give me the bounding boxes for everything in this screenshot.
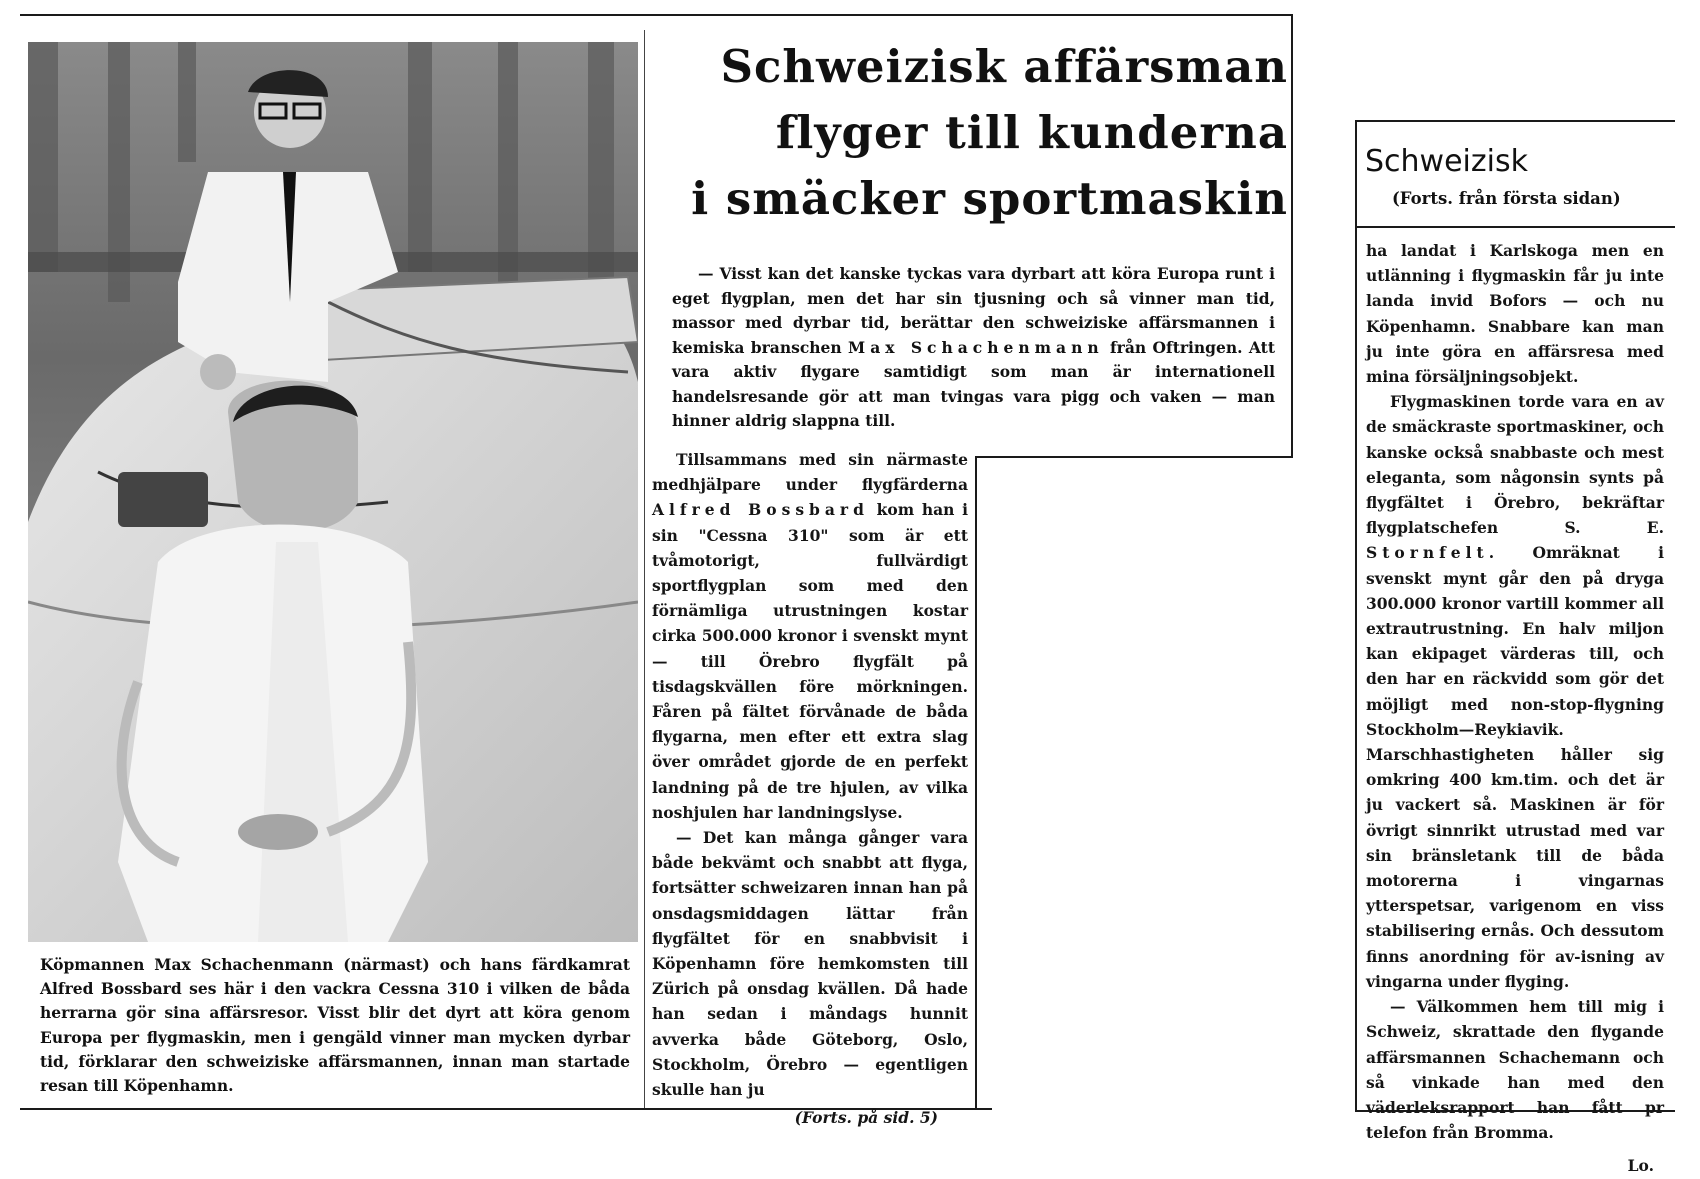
sidebar-head-rule [1355,226,1675,228]
continuation-heading: Schweizisk [1365,144,1528,179]
body-column [652,447,968,1130]
continuation-paragraph-3: — Välkommen hem till mig i Schweiz, skrattade den flygande affärsmannen Schachemann och så vinkade han med den väderleksrapport han fått pr telefon från Bromma. [1366,997,1664,1143]
sidebar-top-rule [1355,120,1675,122]
headline-line-1: Schweizisk affärsman [720,40,1288,93]
body-p1-text: Tillsammans med sin närmaste medhjälpare under flygfärderna [652,450,968,495]
top-rule [20,14,1292,16]
headline-right-rule [1291,14,1293,458]
headline [648,34,1288,232]
lead-paragraph [672,262,1275,434]
photo-two-men-with-aircraft [28,42,638,942]
continuation-column [1366,238,1664,1179]
caption-divider-rule [644,30,645,1108]
continuation-subheading: (Forts. från första sidan) [1392,189,1621,208]
continued-reference: (Forts. på sid. 5) [794,1108,938,1128]
continuation-p2-after: . Omräknat i svenskt mynt går den på dryga 300.000 kronor vartill kommer all extrautrustning. En halv miljon kan ekipaget värderas till, och den har en räckvidd som gör det möjligt med non-stop-flygning Stockholm—Reykiavik. Marschhastigheten håller sig omkring 400 km.tim. och det är ju vackert så. Maskinen är för övrigt sinnrikt utrustad med var sin bränsletank till de båda motorerna i vingarnas ytterspetsar, varigenom en viss stabilisering ernås. Och dessutom finns anordning för av-isning av vingarna under flyging. [1366,543,1664,991]
column-divider-rule [975,456,977,1110]
lead-bottom-rule [976,456,1292,458]
lead-name: Max Schachenmann [848,337,1104,357]
body-p1-name: Alfred Bossbard [652,500,869,520]
body-paragraph-2: — Det kan många gånger vara både bekvämt och snabbt att flyga, fortsätter schweizaren innan han på onsdagsmiddagen lättar från flygfältet för en snabbvisit i Köpenhamn före hemkomsten till Zürich på onsdag kvällen. Då hade han sedan i måndags hunnit avverka både Göteborg, Oslo, Stockholm, Örebro — egentligen skulle han ju [652,828,968,1100]
continuation-paragraph-2 [1366,389,1664,994]
headline-line-3: i smäcker sportmaskin [691,172,1288,225]
photo-caption: Köpmannen Max Schachenmann (närmast) och hans färdkamrat Alfred Bossbard ses här i den vackra Cessna 310 i vilken de båda herrarna gör sina affärsresor. Visst blir det dyrt att köra genom Europa per flygmaskin, men i gengäld vinner man mycken dyrbar tid, förklarar den schweiziske affärsmannen, innan man startade resan till Köpenhamn. [40,955,630,1096]
headline-line-2: flyger till kunderna [775,106,1288,159]
lead-text-after: från Oftringen. Att vara aktiv flygare samtidigt som man är internationell handelsresande gör att man tvingas vara pigg och vaken — man hinner aldrig slappna till. [672,337,1275,430]
sidebar-left-rule [1355,120,1357,1112]
body-p1-after: kom han i sin "Cessna 310" som är ett tvåmotorigt, fullvärdigt sportflygplan som med den förnämliga utrustningen kostar cirka 500.000 kronor i svenskt mynt — till Örebro flygfält på tisdagskvällen före mörkningen. Fåren på fältet förvånade de båda flygarna, men efter ett extra slag över området gjorde de en perfekt landning på de tre hjulen, av vilka noshjulen har landningslyse. [652,500,969,822]
body-paragraph-1 [652,447,968,825]
lead-text: — Visst kan det kanske tyckas vara dyrbart att köra Europa runt i eget flygplan, men det har sin tjusning och så vinner man tid, massor med dyrbar tid, berättar den schweiziske affärsmannen i kemiska branschen [672,264,1275,357]
signature: Lo. [1627,1156,1654,1176]
continuation-paragraph-1: ha landat i Karlskoga men en utlänning i flygmaskin får ju inte landa invid Bofors — och nu Köpenhamn. Snabbare kan man ju inte göra en affärsresa med mina försäljningsobjekt. [1366,241,1664,387]
continuation-p2-name: Stornfelt [1366,543,1489,563]
continuation-p2-text: Flygmaskinen torde vara en av de smäckraste sportmaskiner, och kanske också snabbaste och mest eleganta, som någonsin synts på flygfältet i Örebro, bekräftar flygplatschefen S. E. [1366,392,1664,538]
newspaper-photo [28,42,638,942]
